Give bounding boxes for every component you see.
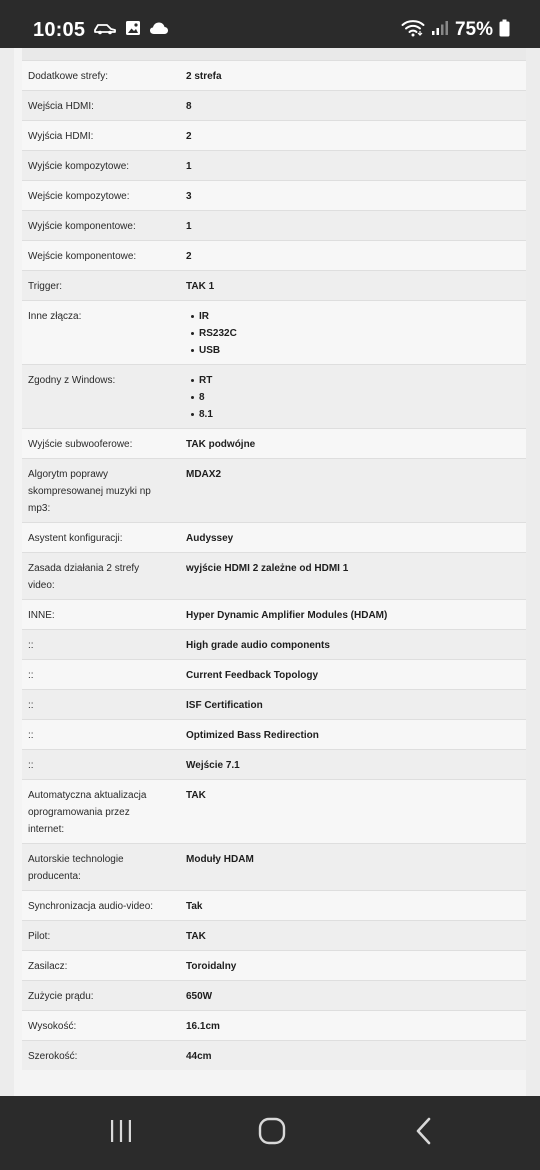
spec-value: Tak — [174, 891, 526, 921]
spec-row — [22, 951, 526, 981]
spec-row — [22, 630, 526, 660]
spec-row — [22, 844, 526, 891]
spec-label: Zasada działania 2 strefy video: — [22, 553, 174, 600]
spec-label: Wejścia HDMI: — [22, 91, 174, 121]
specification-table — [22, 60, 526, 1070]
spec-row — [22, 61, 526, 91]
spec-label: :: — [22, 690, 174, 720]
spec-value: TAK podwójne — [174, 429, 526, 459]
spec-value-list — [186, 308, 520, 359]
spec-label: :: — [22, 750, 174, 780]
spec-value: 2 — [174, 241, 526, 271]
spec-row — [22, 181, 526, 211]
home-icon — [258, 1117, 286, 1150]
spec-row — [22, 1041, 526, 1071]
spec-label: Asystent konfiguracji: — [22, 523, 174, 553]
battery-icon — [499, 19, 510, 42]
page-content[interactable] — [0, 48, 540, 1096]
spec-value: Moduły HDAM — [174, 844, 526, 891]
spec-value: wyjście HDMI 2 zależne od HDMI 1 — [174, 553, 526, 600]
spec-label: Pilot: — [22, 921, 174, 951]
status-right — [401, 19, 510, 42]
spec-value: Optimized Bass Redirection — [174, 720, 526, 750]
spec-value: 1 — [174, 151, 526, 181]
spec-label: Wyjście kompozytowe: — [22, 151, 174, 181]
spec-row — [22, 429, 526, 459]
spec-row — [22, 211, 526, 241]
spec-value: 650W — [174, 981, 526, 1011]
spec-label: Wejście kompozytowe: — [22, 181, 174, 211]
spec-row — [22, 241, 526, 271]
spec-label: Algorytm poprawy skompresowanej muzyki np mp3: — [22, 459, 174, 523]
status-left — [33, 19, 169, 42]
spec-row — [22, 750, 526, 780]
spec-label: Wyjście komponentowe: — [22, 211, 174, 241]
spec-value: Audyssey — [174, 523, 526, 553]
spec-row — [22, 600, 526, 630]
spec-row — [22, 921, 526, 951]
spec-value: Wejście 7.1 — [174, 750, 526, 780]
spec-row — [22, 720, 526, 750]
spec-label: Wysokość: — [22, 1011, 174, 1041]
spec-row — [22, 690, 526, 720]
spec-value: 2 — [174, 121, 526, 151]
spec-row — [22, 91, 526, 121]
spec-value: ISF Certification — [174, 690, 526, 720]
spec-row — [22, 660, 526, 690]
spec-value: MDAX2 — [174, 459, 526, 523]
spec-value: 8 — [174, 91, 526, 121]
spec-label: INNE: — [22, 600, 174, 630]
spec-value: 44cm — [174, 1041, 526, 1071]
spec-row — [22, 459, 526, 523]
spec-label: Autorskie technologie producenta: — [22, 844, 174, 891]
spec-value: 2 strefa — [174, 61, 526, 91]
spec-label: Zużycie prądu: — [22, 981, 174, 1011]
spec-value: Toroidalny — [174, 951, 526, 981]
spec-row — [22, 151, 526, 181]
spec-row — [22, 271, 526, 301]
battery-percentage: 75% — [454, 19, 493, 40]
spec-label: Wyjścia HDMI: — [22, 121, 174, 151]
status-time: 10:05 — [33, 18, 86, 41]
spec-row — [22, 891, 526, 921]
spec-row — [22, 1011, 526, 1041]
spec-value: TAK 1 — [174, 271, 526, 301]
spec-value-list — [186, 372, 520, 423]
previous-row-edge — [22, 48, 526, 60]
list-item: RT — [186, 372, 520, 389]
spec-value: TAK — [174, 921, 526, 951]
spec-row — [22, 301, 526, 365]
spec-label: Automatyczna aktualizacja oprogramowania przez internet: — [22, 780, 174, 844]
spec-row — [22, 553, 526, 600]
home-button[interactable] — [252, 1116, 292, 1150]
spec-label: Trigger: — [22, 271, 174, 301]
list-item: IR — [186, 308, 520, 325]
spec-label: Dodatkowe strefy: — [22, 61, 174, 91]
spec-row — [22, 121, 526, 151]
spec-row — [22, 981, 526, 1011]
spec-value — [174, 365, 526, 429]
back-icon — [413, 1117, 435, 1150]
spec-row — [22, 523, 526, 553]
car-icon — [93, 21, 117, 40]
spec-label: Wejście komponentowe: — [22, 241, 174, 271]
spec-value: 3 — [174, 181, 526, 211]
spec-value: Hyper Dynamic Amplifier Modules (HDAM) — [174, 600, 526, 630]
recent-apps-icon — [108, 1118, 134, 1149]
spec-label: Synchronizacja audio-video: — [22, 891, 174, 921]
list-item: 8.1 — [186, 406, 520, 423]
navigation-bar — [0, 1096, 540, 1170]
spec-label: Zgodny z Windows: — [22, 365, 174, 429]
spec-value: High grade audio components — [174, 630, 526, 660]
spec-row — [22, 365, 526, 429]
spec-label: Inne złącza: — [22, 301, 174, 365]
spec-value: 16.1cm — [174, 1011, 526, 1041]
back-button[interactable] — [404, 1116, 444, 1150]
spec-label: :: — [22, 660, 174, 690]
list-item: RS232C — [186, 325, 520, 342]
list-item: 8 — [186, 389, 520, 406]
cloud-icon — [149, 21, 169, 40]
spec-label: Szerokość: — [22, 1041, 174, 1071]
spec-label: Wyjście subwooferowe: — [22, 429, 174, 459]
spec-value: TAK — [174, 780, 526, 844]
spec-row — [22, 780, 526, 844]
signal-icon — [431, 20, 449, 41]
recent-apps-button[interactable] — [101, 1116, 141, 1150]
spec-label: :: — [22, 720, 174, 750]
spec-value: Current Feedback Topology — [174, 660, 526, 690]
spec-value — [174, 301, 526, 365]
list-item: USB — [186, 342, 520, 359]
spec-value: 1 — [174, 211, 526, 241]
image-icon — [125, 20, 141, 41]
spec-label: :: — [22, 630, 174, 660]
wifi-icon — [401, 19, 425, 42]
spec-label: Zasilacz: — [22, 951, 174, 981]
